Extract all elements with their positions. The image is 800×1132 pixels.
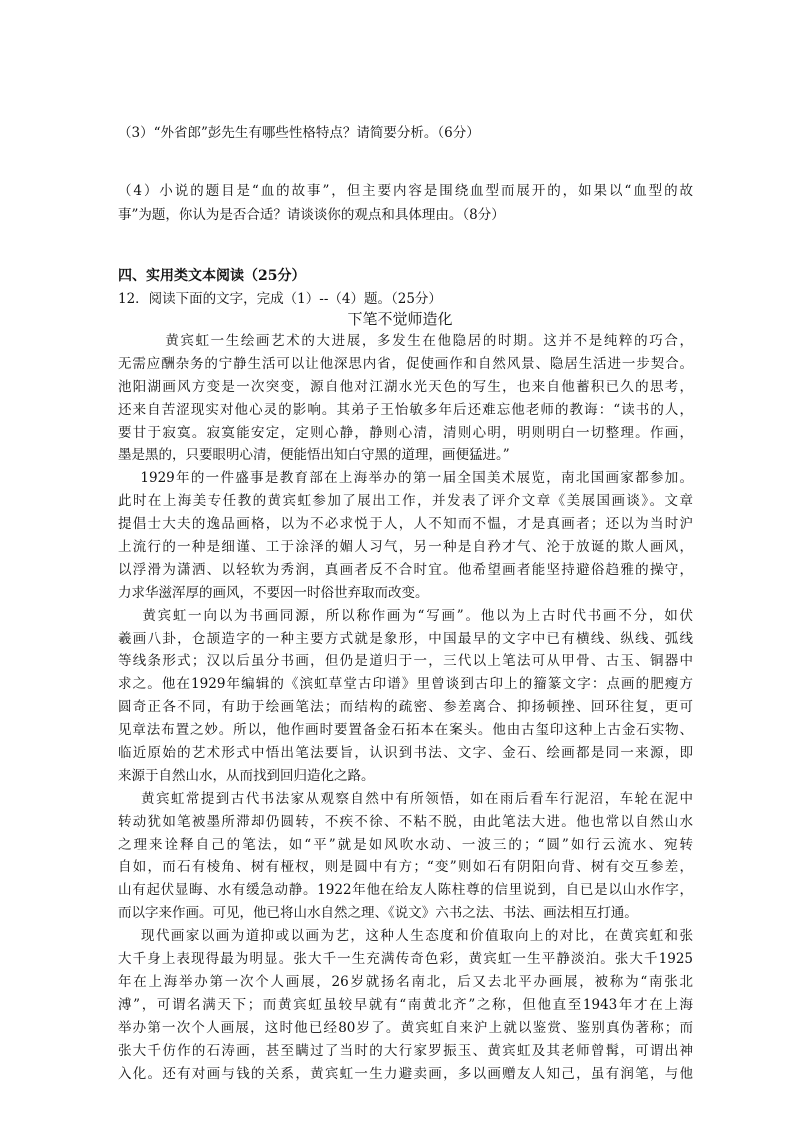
article-line: 1929年的一件盛事是教育部在上海举办的第一届全国美术展览，南北国画家都参加。 [118,470,693,487]
article-line: 而以字来作画。可见，他已将山水自然之理、《说文》六书之法、书法、画法相互打通。 [118,905,638,922]
article-line: 转动犹如笔被墨所滞却仍圆转，不疾不徐、不粘不脱，由此笔法大进。他也常以自然山水 [118,813,693,830]
article-line: 墨是黑的，只要眼明心清，便能悟出知白守黑的道理，画便猛进。” [118,447,510,464]
article-line: 无需应酬杂务的宁静生活可以让他深思内省，促使画作和自然风景、隐居生活进一步契合。 [118,355,693,372]
article-line: 池阳湖画风方变是一次突变，源自他对江湖水光天色的写生，也来自他蓄积已久的思考， [118,378,693,395]
article-line: 黄宾虹常提到古代书法家从观察自然中有所领悟，如在雨后看车行泥沼，车轮在泥中 [118,790,693,807]
question-4-line: （4）小说的题目是“血的故事”，但主要内容是围绕血型而展开的，如果以“血型的故 [118,183,693,199]
article-line: 张大千仿作的石涛画，甚至瞒过了当时的大行家罗振玉、黄宾虹及其老师曾髯，可谓出神 [118,1042,693,1059]
article-line: 上流行的一种是细谨、工于涂泽的媚人习气，另一种是自矜才气、沦于放诞的欺人画风， [118,539,693,556]
question-12-instruction: 12．阅读下面的文字，完成（1）--（4）题。（25分） [118,291,442,307]
article-line: 山有起伏显晦、水有缓急动静。1922年他在给友人陈柱尊的信里说到，自已是以山水作字， [118,882,693,899]
article-line: 力求华滋浑厚的画风，不要因一时俗世弃取而改变。 [118,584,429,601]
article-line: 之理来诠释自己的笔法，如“平”就是如风吹水动、一波三的；“圆”如行云流水、宛转 [118,836,693,853]
article-title: 下笔不觉师造化 [347,310,453,328]
article-line: 黄宾虹一向以为书画同源，所以称作画为“写画”。他以为上古时代书画不分，如伏 [118,607,693,624]
article-line: 临近原始的艺术形式中悟出笔法要旨，认识到书法、文字、金石、绘画都是同一来源，即 [118,745,693,762]
article-line: 入化。还有对画与钱的关系，黄宾虹一生力避卖画，多以画赠友人知己，虽有润笔，与他 [118,1065,693,1082]
article-line: 还来自苦涩现实对他心灵的影响。其弟子王怡敏多年后还难忘他老师的教诲：“读书的人， [118,401,693,418]
article-line: 黄宾虹一生绘画艺术的大进展，多发生在他隐居的时期。这并不是纯粹的巧合， [118,333,693,349]
article-line: 大千身上表现得最为明显。张大千一生充满传奇色彩，黄宾虹一生平静淡泊。张大千1925 [118,951,693,968]
article-line: 求之。他在1929年编辑的《滨虹草堂古印谱》里曾谈到古印上的籀篆文字：点画的肥瘦方 [118,676,693,693]
section-heading: 四、实用类文本阅读（25分） [118,268,306,284]
question-4 [118,179,693,227]
article-line: 自如，而石有棱角、树有桠杈，则是圆中有方；“变”则如石有阴阳向背、树有交互参差， [118,859,693,876]
question-4-line: 事”为题，你认为是否合适？请谈谈你的观点和具体理由。（8分） [118,207,505,223]
article-line: 来源于自然山水，从而找到回归造化之路。 [118,767,375,784]
article-line: 等线条形式；汉以后虽分书画，但仍是道归于一，三代以上笔法可从甲骨、古玉、铜器中 [118,653,693,670]
article-line: 提倡士大夫的逸品画格，以为不必求悦于人，人不知而不愠，才是真画者；还以为当时沪 [118,516,693,533]
question-3: （3）“外省郎”彭先生有哪些性格特点？请简要分析。（6分） [118,125,480,141]
article-line: 年在上海举办第一次个人画展，26岁就扬名南北，后又去北平办画展，被称为“南张北 [118,973,693,990]
article-line: 羲画八卦，仓颉造字的一种主要方式就是象形，中国最早的文字中已有横线、纵线、弧线 [118,630,693,647]
article-line: 圆奇正各不同，有助于绘画笔法；而结构的疏密、参差离合、抑扬顿挫、回环往复，更可 [118,699,693,716]
article-line: 现代画家以画为道抑或以画为艺，这种人生态度和价值取向上的对比，在黄宾虹和张 [118,928,693,945]
article-line: 要甘于寂寞。寂寞能安定，定则心静，静则心清，清则心明，明则明白一切整理。作画， [118,424,693,441]
article-line: 见章法布置之妙。所以，他作画时要置备金石拓本在案头。他由古玺印这种上古金石实物、 [118,722,693,739]
article-line: 举办第一次个人画展，这时他已经80岁了。黄宾虹自来沪上就以鉴赏、鉴别真伪著称；而 [118,1019,693,1036]
article-line: 以浮滑为潇洒、以轻软为秀润，真画者反不合时宜。他希望画者能坚持避俗趋雅的操守， [118,561,693,578]
article-line: 此时在上海美专任教的黄宾虹参加了展出工作，并发表了评介文章《美展国画谈》。文章 [118,493,693,510]
article-line: 溥”，可谓名满天下；而黄宾虹虽较早就有“南黄北齐”之称，但他直至1943年才在上海 [118,996,693,1013]
article-body [118,330,693,1085]
